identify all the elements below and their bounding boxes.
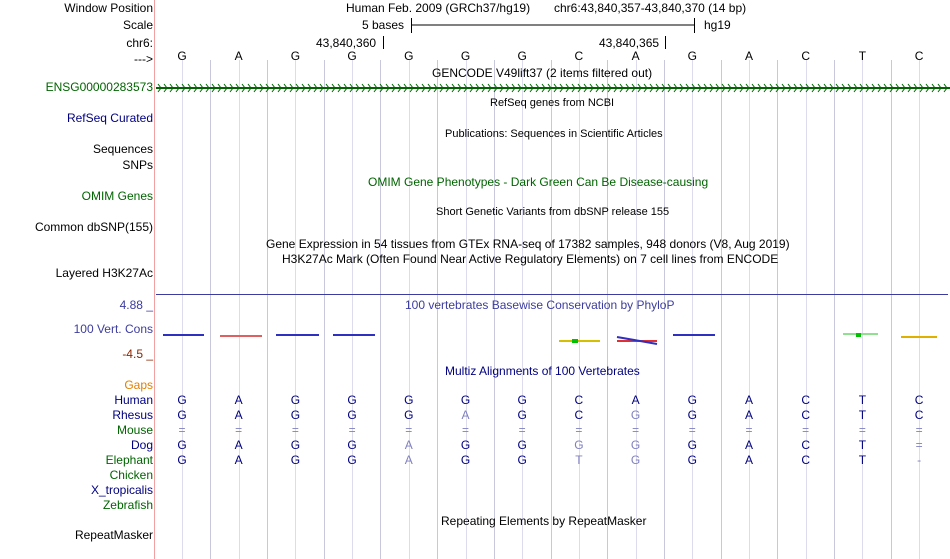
species-label-mouse[interactable]: Mouse — [116, 423, 153, 437]
alignment-base: T — [858, 393, 867, 407]
species-label-x_tropicalis[interactable]: X_tropicalis — [90, 483, 153, 497]
alignment-base: = — [915, 423, 923, 437]
base-letter: G — [347, 49, 357, 63]
base-letter: G — [177, 49, 187, 63]
alignment-base: A — [234, 438, 243, 452]
alignment-base: = — [688, 423, 696, 437]
species-label-rhesus[interactable]: Rhesus — [112, 408, 153, 422]
base-letter: A — [744, 49, 753, 63]
alignment-base: G — [630, 408, 641, 422]
alignment-base: A — [744, 408, 753, 422]
alignment-base: A — [744, 393, 753, 407]
alignment-base: = — [745, 423, 753, 437]
alignment-base: = — [405, 423, 413, 437]
alignment-base: G — [404, 393, 414, 407]
label-gaps[interactable]: Gaps — [124, 378, 153, 392]
label-separator — [154, 0, 155, 559]
label-gencode-gene[interactable]: ENSG00000283573 — [45, 80, 153, 94]
refseq-track-title: RefSeq genes from NCBI — [490, 97, 615, 109]
phylop-track-title: 100 vertebrates Basewise Conservation by PhyloP — [405, 298, 675, 312]
alignment-base: G — [517, 438, 527, 452]
alignment-base: C — [801, 453, 811, 467]
label-snps[interactable]: SNPs — [122, 158, 153, 172]
alignment-base: A — [404, 438, 413, 452]
alignment-base: G — [517, 408, 527, 422]
label-window-position: Window Position — [64, 1, 153, 15]
species-label-elephant[interactable]: Elephant — [105, 453, 153, 467]
alignment-base: A — [404, 453, 413, 467]
window-position-text: chr6:43,840,357-43,840,370 (14 bp) — [554, 1, 747, 15]
alignment-base: - — [917, 453, 922, 467]
species-label-chicken[interactable]: Chicken — [109, 468, 153, 482]
species-label-zebrafish[interactable]: Zebrafish — [102, 498, 153, 512]
alignment-base: A — [744, 453, 753, 467]
alignment-base: A — [234, 408, 243, 422]
alignment-base: G — [347, 408, 357, 422]
base-letter: G — [404, 49, 414, 63]
label-dbsnp[interactable]: Common dbSNP(155) — [34, 220, 153, 234]
label-scale: Scale — [122, 18, 153, 32]
alignment-base: C — [914, 393, 924, 407]
base-letter: G — [290, 49, 301, 63]
alignment-base: T — [858, 438, 867, 452]
alignment-base: G — [347, 438, 357, 452]
alignment-base: = — [575, 423, 583, 437]
alignment-base: G — [290, 393, 301, 407]
assembly-title: Human Feb. 2009 (GRCh37/hg19) — [346, 1, 531, 15]
alignment-base: G — [347, 453, 357, 467]
cons-top-line — [156, 294, 948, 295]
alignment-base: G — [177, 453, 187, 467]
alignment-base: G — [177, 393, 187, 407]
h3k27ac-track-title: H3K27Ac Mark (Often Found Near Active Regulatory Elements) on 7 cell lines from ENCODE — [282, 252, 779, 266]
label-repeatmasker[interactable]: RepeatMasker — [74, 528, 153, 542]
alignment-base: G — [687, 393, 697, 407]
alignment-base: = — [235, 423, 243, 437]
base-letter: G — [517, 49, 527, 63]
label-refseq[interactable]: RefSeq Curated — [66, 111, 153, 125]
repeatmasker-track-title: Repeating Elements by RepeatMasker — [441, 514, 647, 528]
label-cons-min: -4.5 _ — [122, 347, 153, 361]
alignment-base: G — [574, 438, 584, 452]
publications-track-title: Publications: Sequences in Scientific Articles — [445, 128, 663, 140]
alignment-base: C — [801, 408, 811, 422]
base-letter: C — [801, 49, 811, 63]
alignment-base: = — [518, 423, 526, 437]
alignment-base: A — [461, 408, 470, 422]
alignment-base: C — [801, 393, 811, 407]
alignment-base: = — [291, 423, 299, 437]
alignment-base: = — [802, 423, 810, 437]
alignment-base: C — [574, 393, 584, 407]
species-label-human[interactable]: Human — [114, 393, 153, 407]
base-letter: T — [858, 49, 867, 63]
alignment-base: G — [687, 408, 697, 422]
base-letter: A — [234, 49, 243, 63]
alignment-base: T — [858, 453, 867, 467]
label-strand-arrow[interactable]: ---> — [134, 52, 153, 66]
alignment-base: G — [460, 393, 471, 407]
alignment-base: C — [914, 408, 924, 422]
alignment-base: G — [460, 438, 471, 452]
alignment-base: A — [631, 393, 640, 407]
omim-track-title: OMIM Gene Phenotypes - Dark Green Can Be Disease-causing — [368, 175, 709, 189]
alignment-base: G — [347, 393, 357, 407]
label-cons[interactable]: 100 Vert. Cons — [73, 322, 153, 336]
alignment-base: C — [801, 438, 811, 452]
alignment-base: G — [630, 438, 641, 452]
alignment-base: G — [687, 438, 697, 452]
coordinate-label-1: 43,840,360 — [316, 36, 377, 50]
gencode-gene-feature[interactable] — [156, 81, 950, 95]
alignment-base: A — [234, 453, 243, 467]
label-h3k27ac[interactable]: Layered H3K27Ac — [55, 266, 153, 280]
alignment-base: G — [630, 453, 641, 467]
alignment-base: G — [460, 453, 471, 467]
phylop-conservation-signal — [0, 326, 950, 348]
dbsnp-track-title: Short Genetic Variants from dbSNP release 155 — [436, 206, 670, 218]
base-letter: C — [914, 49, 924, 63]
scale-text: 5 bases — [362, 18, 405, 32]
scale-db: hg19 — [704, 18, 731, 32]
alignment-base: G — [517, 393, 527, 407]
alignment-base: G — [290, 408, 301, 422]
alignment-base: = — [348, 423, 356, 437]
alignment-base: G — [687, 453, 697, 467]
label-cons-max: 4.88 _ — [119, 298, 153, 312]
label-chrom: chr6: — [126, 36, 153, 50]
alignment-base: G — [517, 453, 527, 467]
alignment-base: G — [177, 408, 187, 422]
base-letter: A — [631, 49, 640, 63]
gtex-track-title: Gene Expression in 54 tissues from GTEx RNA-seq of 17382 samples, 948 donors (V8, Aug 2019) — [266, 237, 790, 251]
gencode-track-title: GENCODE V49lift37 (2 items filtered out) — [432, 66, 653, 80]
alignment-base: G — [404, 408, 414, 422]
coordinate-label-2: 43,840,365 — [599, 36, 660, 50]
alignment-base: = — [858, 423, 866, 437]
alignment-base: G — [290, 453, 301, 467]
alignment-base: T — [575, 453, 583, 467]
alignment-base: = — [461, 423, 469, 437]
alignment-base: A — [234, 393, 243, 407]
label-sequences[interactable]: Sequences — [92, 142, 153, 156]
multiz-track-title: Multiz Alignments of 100 Vertebrates — [445, 364, 640, 378]
base-letter: G — [687, 49, 697, 63]
alignment-base: = — [178, 423, 186, 437]
alignment-base: G — [290, 438, 301, 452]
label-omim[interactable]: OMIM Genes — [81, 189, 153, 203]
alignment-base: C — [574, 408, 584, 422]
base-letter: G — [460, 49, 471, 63]
species-label-dog[interactable]: Dog — [130, 438, 153, 452]
alignment-base: G — [177, 438, 187, 452]
alignment-base: = — [632, 423, 640, 437]
alignment-base: = — [915, 438, 923, 452]
base-letter: C — [574, 49, 584, 63]
alignment-base: T — [858, 408, 867, 422]
alignment-base: A — [744, 438, 753, 452]
